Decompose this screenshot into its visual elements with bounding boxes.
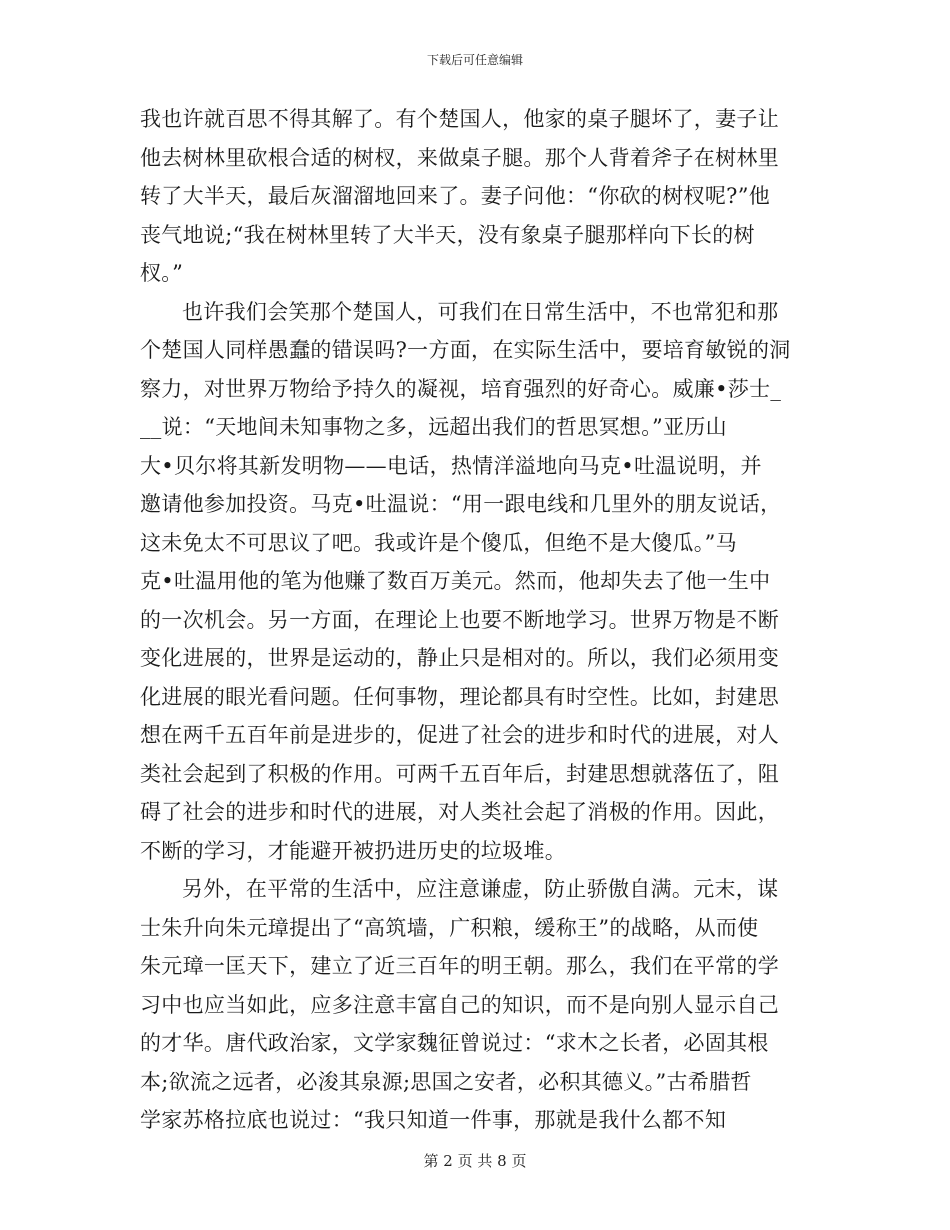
text-line: 学家苏格拉底也说过：“我只知道一件事，那就是我什么都不知	[140, 1108, 727, 1132]
paragraph-2	[140, 293, 810, 871]
text-line: 转了大半天，最后灰溜溜地回来了。妻子问他：“你砍的树杈呢?”他	[140, 184, 771, 208]
text-line: 变化进展的，世界是运动的，静止只是相对的。所以，我们必须用变	[140, 646, 779, 670]
text-line: 不断的学习，才能避开被扔进历史的垃圾堆。	[140, 838, 566, 863]
text-line: 类社会起到了积极的作用。可两千五百年后，封建思想就落伍了，阻	[140, 761, 779, 786]
text-line: 我也许就百思不得其解了。有个楚国人，他家的桌子腿坏了，妻子让	[140, 107, 779, 131]
text-line: 想在两千五百年前是进步的，促进了社会的进步和时代的进展，对人	[140, 723, 779, 747]
paragraph-1	[140, 100, 810, 293]
page-footer: 第 2 页 共 8 页	[423, 1152, 527, 1170]
text-line: 碍了社会的进步和时代的进展，对人类社会起了消极的作用。因此，	[140, 800, 779, 824]
text-line: 这未免太不可思议了吧。我或许是个傻瓜，但绝不是大傻瓜。”马	[140, 530, 737, 555]
paragraph-3	[140, 870, 810, 1140]
text-line: 朱元璋一匡天下，建立了近三百年的明王朝。那么，我们在平常的学	[140, 954, 779, 978]
text-line: 他去树林里砍根合适的树杈，来做桌子腿。那个人背着斧子在树林里	[140, 145, 779, 170]
page-header: 下载后可任意编辑	[426, 53, 523, 67]
text-line: 本;欲流之远者，必浚其泉源;思国之安者，必积其德义。”古希腊哲	[140, 1069, 752, 1094]
text-line: 察力，对世界万物给予持久的凝视，培育强烈的好奇心。威廉•莎士_	[140, 376, 782, 401]
text-line: 士朱升向朱元璋提出了“高筑墙，广积粮，缓称王”的战略，从而使	[140, 915, 759, 940]
text-line: 丧气地说;“我在树林里转了大半天，没有象桌子腿那样向下长的树	[140, 222, 755, 247]
text-line: 邀请他参加投资。马克•吐温说：“用一跟电线和几里外的朋友说话，	[140, 492, 782, 516]
text-line: 的一次机会。另一方面，在理论上也要不断地学习。世界万物是不断	[140, 607, 779, 632]
text-line: __说：“天地间未知事物之多，远超出我们的哲思冥想。”亚历山	[140, 415, 727, 439]
text-line: 化进展的眼光看问题。任何事物，理论都具有时空性。比如，封建思	[140, 684, 779, 709]
text-line: 也许我们会笑那个楚国人，可我们在日常生活中，不也常犯和那	[182, 299, 779, 324]
text-line: 的才华。唐代政治家，文学家魏征曾说过：“求木之长者，必固其根	[140, 1031, 769, 1055]
text-line: 克•吐温用他的笔为他赚了数百万美元。然而，他却失去了他一生中	[140, 569, 771, 593]
text-line: 个楚国人同样愚蠢的错误吗?一方面，在实际生活中，要培育敏锐的洞	[140, 338, 791, 362]
text-line: 另外，在平常的生活中，应注意谦虚，防止骄傲自满。元末，谋	[182, 877, 779, 901]
document-body	[140, 100, 810, 1140]
text-line: 大•贝尔将其新发明物——电话，热情洋溢地向马克•吐温说明，并	[140, 453, 762, 478]
text-line: 习中也应当如此，应多注意丰富自己的知识，而不是向别人显示自己	[140, 992, 779, 1017]
text-line: 杈。”	[140, 261, 184, 285]
